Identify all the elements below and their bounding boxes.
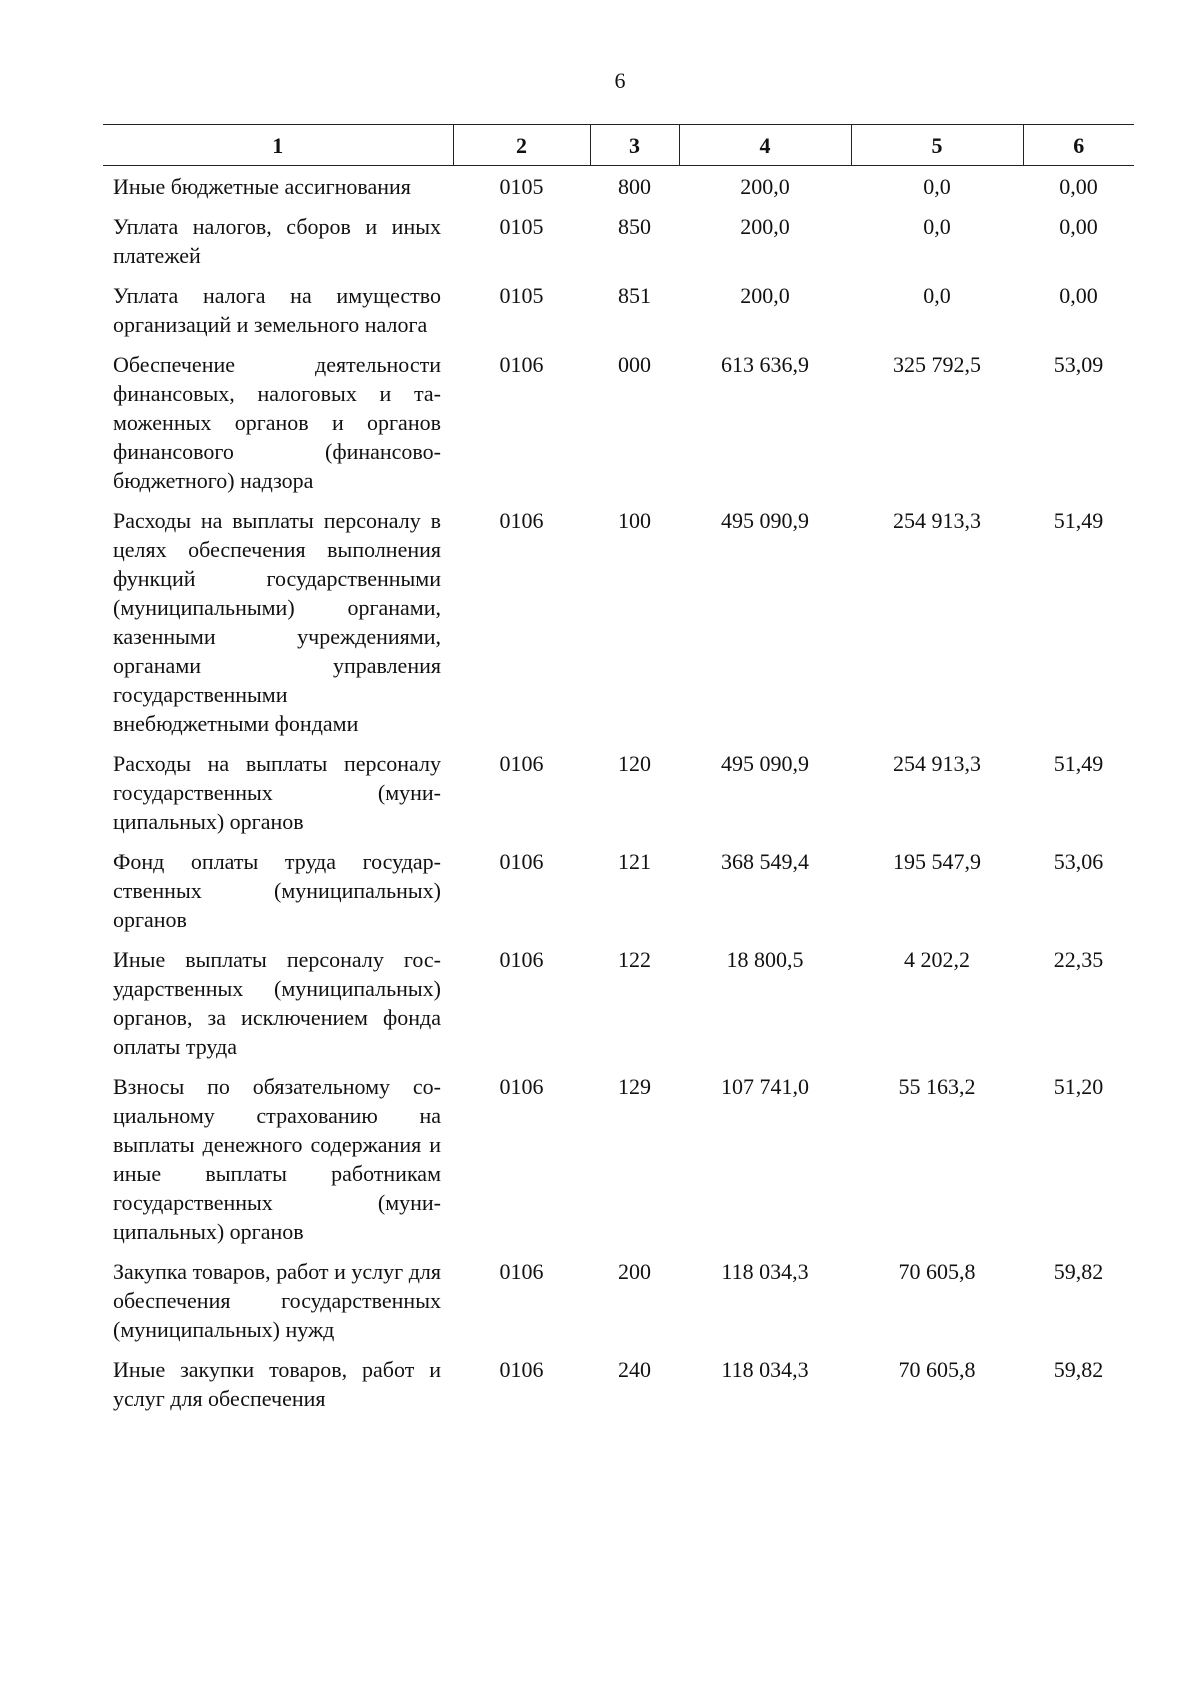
header-row — [103, 125, 1134, 166]
row-section-code: 0105 — [499, 283, 544, 308]
row-plan-amount: 107 741,0 — [721, 1074, 809, 1099]
row-plan-amount: 368 549,4 — [721, 849, 809, 874]
column-header-5: 5 — [851, 125, 1023, 166]
row-expense-type: 851 — [618, 283, 651, 308]
row-name: Фонд оплаты труда государственных (муниципальных) органов — [113, 849, 441, 932]
row-name: Уплата налога на имущество организаций и земельного налога — [113, 283, 441, 337]
row-plan-amount: 200,0 — [740, 214, 790, 239]
row-section-code: 0106 — [499, 849, 544, 874]
row-percent: 51,49 — [1053, 508, 1104, 533]
row-name: Расходы на выплаты персоналу в целях обеспечения выполнения функций государственными (муниципальными) органами, казенными учреждениями, органами управления государственными внебюджетными фондами — [113, 508, 441, 736]
row-percent: 59,82 — [1053, 1259, 1104, 1284]
row-percent: 53,09 — [1053, 352, 1104, 377]
row-actual-amount: 254 913,3 — [893, 508, 981, 533]
row-section-code: 0106 — [499, 947, 544, 972]
budget-table — [103, 124, 1134, 1424]
row-section-code: 0106 — [499, 1259, 544, 1284]
table-row — [103, 1257, 1134, 1355]
row-name: Иные бюджетные ассигнования — [113, 174, 411, 199]
table-row — [103, 749, 1134, 847]
column-header-3: 3 — [590, 125, 679, 166]
row-expense-type: 200 — [618, 1259, 651, 1284]
table-row — [103, 506, 1134, 749]
row-percent: 51,20 — [1053, 1074, 1104, 1099]
row-percent: 51,49 — [1053, 751, 1104, 776]
row-expense-type: 850 — [618, 214, 651, 239]
row-name: Иные закупки товаров, работ и услуг для обеспечения — [113, 1357, 441, 1411]
row-section-code: 0105 — [499, 214, 544, 239]
row-actual-amount: 195 547,9 — [893, 849, 981, 874]
row-plan-amount: 118 034,3 — [721, 1259, 809, 1284]
table-row — [103, 281, 1134, 350]
table-row — [103, 212, 1134, 281]
column-header-2: 2 — [453, 125, 590, 166]
row-actual-amount: 254 913,3 — [893, 751, 981, 776]
row-plan-amount: 495 090,9 — [721, 508, 809, 533]
row-percent: 0,00 — [1059, 283, 1098, 308]
row-actual-amount: 70 605,8 — [898, 1259, 976, 1284]
row-name: Расходы на выплаты персоналу государственных (муниципальных) органов — [113, 751, 441, 834]
row-section-code: 0106 — [499, 352, 544, 377]
row-name: Уплата налогов, сборов и иных платежей — [113, 214, 441, 268]
row-name: Взносы по обязательному социальному страхованию на выплаты денежного содержания и иные выплаты работникам государственных (муниципальных) органов — [113, 1074, 441, 1244]
page-number: 6 — [614, 68, 626, 93]
row-expense-type: 120 — [618, 751, 651, 776]
row-actual-amount: 0,0 — [923, 283, 951, 308]
table-row — [103, 1072, 1134, 1257]
row-expense-type: 240 — [618, 1357, 651, 1382]
row-actual-amount: 55 163,2 — [898, 1074, 976, 1099]
row-plan-amount: 613 636,9 — [721, 352, 809, 377]
row-percent: 22,35 — [1053, 947, 1104, 972]
table-row — [103, 166, 1134, 213]
row-section-code: 0106 — [499, 751, 544, 776]
table-row — [103, 847, 1134, 945]
row-actual-amount: 4 202,2 — [904, 947, 970, 972]
row-actual-amount: 0,0 — [923, 214, 951, 239]
row-name: Иные выплаты персоналу государственных (муниципальных) органов, за исключением фонда оплаты труда — [113, 947, 441, 1059]
table-row — [103, 945, 1134, 1072]
row-actual-amount: 325 792,5 — [893, 352, 981, 377]
row-expense-type: 000 — [618, 352, 651, 377]
row-section-code: 0106 — [499, 1357, 544, 1382]
column-header-6: 6 — [1023, 125, 1134, 166]
table-row — [103, 1355, 1134, 1424]
row-section-code: 0106 — [499, 508, 544, 533]
row-expense-type: 129 — [618, 1074, 651, 1099]
row-section-code: 0106 — [499, 1074, 544, 1099]
row-percent: 53,06 — [1053, 849, 1104, 874]
row-name: Обеспечение деятельности финансовых, налоговых и таможенных органов и органов финансового (финансово-бюджетного) надзора — [113, 352, 441, 493]
row-actual-amount: 0,0 — [923, 174, 951, 199]
row-plan-amount: 200,0 — [740, 283, 790, 308]
row-plan-amount: 495 090,9 — [721, 751, 809, 776]
row-plan-amount: 118 034,3 — [721, 1357, 809, 1382]
column-header-1: 1 — [103, 125, 453, 166]
column-header-4: 4 — [679, 125, 851, 166]
table-row — [103, 350, 1134, 506]
row-section-code: 0105 — [499, 174, 544, 199]
row-percent: 0,00 — [1059, 174, 1098, 199]
row-percent: 59,82 — [1053, 1357, 1104, 1382]
row-plan-amount: 200,0 — [740, 174, 790, 199]
row-expense-type: 100 — [618, 508, 651, 533]
row-actual-amount: 70 605,8 — [898, 1357, 976, 1382]
row-expense-type: 800 — [618, 174, 651, 199]
row-expense-type: 121 — [618, 849, 651, 874]
row-plan-amount: 18 800,5 — [726, 947, 804, 972]
row-name: Закупка товаров, работ и услуг для обеспечения государственных (муниципальных) нужд — [113, 1259, 441, 1342]
row-expense-type: 122 — [618, 947, 651, 972]
row-percent: 0,00 — [1059, 214, 1098, 239]
